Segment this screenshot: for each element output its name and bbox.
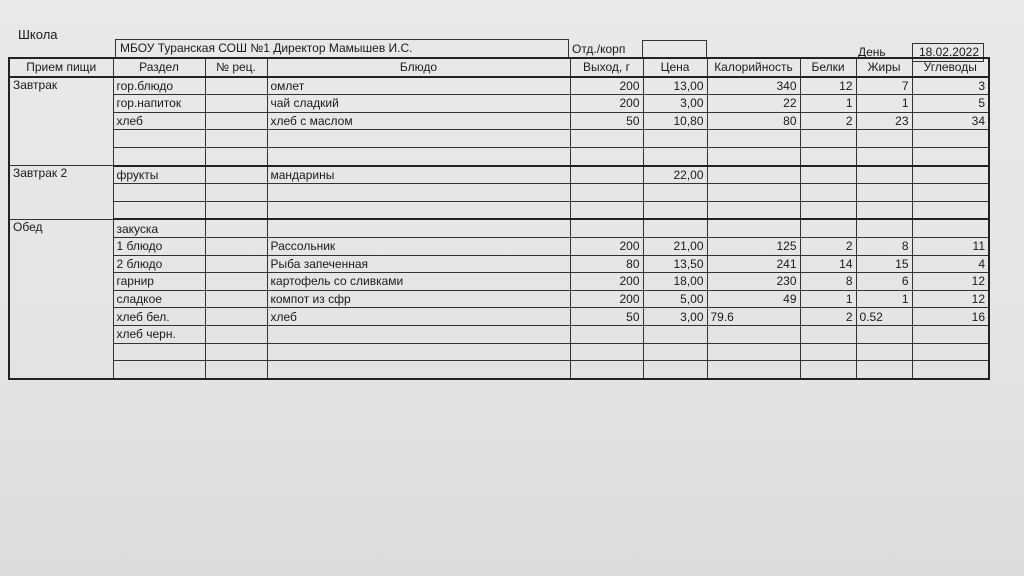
yield-cell [570, 361, 643, 379]
carbs-cell [912, 184, 989, 202]
yield-cell: 200 [570, 273, 643, 291]
dish-cell: картофель со сливками [267, 273, 570, 291]
yield-cell [570, 166, 643, 184]
table-row [9, 77, 989, 95]
calories-cell: 230 [707, 273, 800, 291]
yield-cell: 50 [570, 112, 643, 130]
table-row [9, 130, 989, 148]
table-row [9, 361, 989, 379]
yield-cell [570, 130, 643, 148]
table-row [9, 308, 989, 326]
recipe-cell [205, 184, 267, 202]
table-row [9, 237, 989, 255]
recipe-cell [205, 237, 267, 255]
section-cell [113, 130, 205, 148]
fat-cell: 1 [856, 290, 912, 308]
calories-cell [707, 201, 800, 219]
carbs-cell [912, 361, 989, 379]
recipe-cell [205, 273, 267, 291]
menu-table [8, 57, 990, 380]
dish-cell [267, 343, 570, 361]
recipe-cell [205, 147, 267, 165]
calories-cell [707, 219, 800, 237]
table-row [9, 184, 989, 202]
section-cell: сладкое [113, 290, 205, 308]
recipe-cell [205, 201, 267, 219]
table-row [9, 290, 989, 308]
table-row [9, 147, 989, 165]
table-row [9, 273, 989, 291]
price-cell: 10,80 [643, 112, 707, 130]
carbs-cell: 3 [912, 77, 989, 95]
calories-cell [707, 325, 800, 343]
table-row [9, 343, 989, 361]
dish-cell: чай сладкий [267, 95, 570, 113]
table-row [9, 219, 989, 237]
table-row [9, 201, 989, 219]
fat-cell: 0.52 [856, 308, 912, 326]
dish-cell [267, 361, 570, 379]
carbs-cell: 12 [912, 290, 989, 308]
carbs-cell [912, 343, 989, 361]
fat-cell [856, 361, 912, 379]
yield-cell [570, 147, 643, 165]
fat-cell [856, 343, 912, 361]
carbs-cell: 5 [912, 95, 989, 113]
recipe-cell [205, 77, 267, 95]
price-cell [643, 361, 707, 379]
protein-cell: 2 [800, 112, 856, 130]
price-cell: 3,00 [643, 308, 707, 326]
fat-cell [856, 166, 912, 184]
day-label: День [858, 45, 886, 59]
price-cell: 13,50 [643, 255, 707, 273]
recipe-cell [205, 166, 267, 184]
protein-cell: 12 [800, 77, 856, 95]
school-field: МБОУ Туранская СОШ №1 Директор Мамышев И.С. [115, 39, 569, 58]
price-cell [643, 184, 707, 202]
carbs-cell [912, 130, 989, 148]
section-cell [113, 184, 205, 202]
section-cell [113, 147, 205, 165]
calories-cell [707, 130, 800, 148]
dish-cell: хлеб [267, 308, 570, 326]
yield-cell: 200 [570, 237, 643, 255]
section-cell [113, 361, 205, 379]
price-cell [643, 219, 707, 237]
section-cell: хлеб черн. [113, 325, 205, 343]
yield-cell: 50 [570, 308, 643, 326]
price-cell [643, 147, 707, 165]
table-row [9, 112, 989, 130]
protein-cell [800, 219, 856, 237]
section-cell: хлеб [113, 112, 205, 130]
col-price: Цена [643, 58, 707, 77]
dish-cell [267, 184, 570, 202]
meal-cell: Завтрак 2 [9, 166, 113, 220]
calories-cell: 49 [707, 290, 800, 308]
calories-cell: 22 [707, 95, 800, 113]
fat-cell [856, 219, 912, 237]
yield-cell: 200 [570, 77, 643, 95]
recipe-cell [205, 95, 267, 113]
section-cell: 1 блюдо [113, 237, 205, 255]
price-cell [643, 343, 707, 361]
col-dish: Блюдо [267, 58, 570, 77]
protein-cell [800, 201, 856, 219]
protein-cell: 2 [800, 308, 856, 326]
recipe-cell [205, 112, 267, 130]
recipe-cell [205, 219, 267, 237]
carbs-cell: 34 [912, 112, 989, 130]
price-cell: 3,00 [643, 95, 707, 113]
section-cell: хлеб бел. [113, 308, 205, 326]
calories-cell: 241 [707, 255, 800, 273]
carbs-cell [912, 147, 989, 165]
carbs-cell: 11 [912, 237, 989, 255]
meal-cell: Завтрак [9, 77, 113, 166]
recipe-cell [205, 290, 267, 308]
recipe-cell [205, 325, 267, 343]
section-cell: гарнир [113, 273, 205, 291]
dish-cell: Рыба запеченная [267, 255, 570, 273]
carbs-cell: 12 [912, 273, 989, 291]
yield-cell: 200 [570, 95, 643, 113]
recipe-cell [205, 361, 267, 379]
price-cell [643, 325, 707, 343]
section-cell: гор.напиток [113, 95, 205, 113]
price-cell: 21,00 [643, 237, 707, 255]
section-cell: фрукты [113, 166, 205, 184]
section-cell: гор.блюдо [113, 77, 205, 95]
price-cell [643, 201, 707, 219]
section-cell [113, 201, 205, 219]
yield-cell: 200 [570, 290, 643, 308]
dish-cell [267, 325, 570, 343]
col-meal: Прием пищи [9, 58, 113, 77]
price-cell: 13,00 [643, 77, 707, 95]
table-row [9, 95, 989, 113]
yield-cell [570, 343, 643, 361]
calories-cell [707, 166, 800, 184]
dish-cell: хлеб с маслом [267, 112, 570, 130]
protein-cell [800, 184, 856, 202]
recipe-cell [205, 130, 267, 148]
dish-cell [267, 201, 570, 219]
table-row [9, 166, 989, 184]
yield-cell: 80 [570, 255, 643, 273]
protein-cell [800, 166, 856, 184]
carbs-cell [912, 219, 989, 237]
fat-cell [856, 147, 912, 165]
dish-cell [267, 130, 570, 148]
fat-cell: 15 [856, 255, 912, 273]
carbs-cell [912, 325, 989, 343]
fat-cell: 8 [856, 237, 912, 255]
calories-cell [707, 184, 800, 202]
dish-cell: мандарины [267, 166, 570, 184]
fat-cell [856, 184, 912, 202]
fat-cell: 23 [856, 112, 912, 130]
recipe-cell [205, 343, 267, 361]
carbs-cell: 4 [912, 255, 989, 273]
col-fat: Жиры [856, 58, 912, 77]
price-cell: 18,00 [643, 273, 707, 291]
yield-cell [570, 184, 643, 202]
dept-label: Отд./корп [572, 42, 626, 56]
col-recipe: № рец. [205, 58, 267, 77]
table-row [9, 325, 989, 343]
protein-cell [800, 147, 856, 165]
fat-cell [856, 201, 912, 219]
table-row [9, 255, 989, 273]
dish-cell: омлет [267, 77, 570, 95]
protein-cell [800, 361, 856, 379]
fat-cell [856, 130, 912, 148]
calories-cell: 340 [707, 77, 800, 95]
table-header-row [9, 58, 989, 77]
protein-cell [800, 343, 856, 361]
calories-cell [707, 361, 800, 379]
school-label: Школа [18, 27, 58, 42]
calories-cell: 80 [707, 112, 800, 130]
protein-cell: 14 [800, 255, 856, 273]
calories-cell [707, 147, 800, 165]
carbs-cell [912, 166, 989, 184]
col-section: Раздел [113, 58, 205, 77]
fat-cell: 1 [856, 95, 912, 113]
section-cell: закуска [113, 219, 205, 237]
recipe-cell [205, 255, 267, 273]
col-carbs: Углеводы [912, 58, 989, 77]
calories-cell: 125 [707, 237, 800, 255]
protein-cell: 1 [800, 95, 856, 113]
day-field: 18.02.2022 [912, 43, 984, 62]
protein-cell [800, 130, 856, 148]
col-calories: Калорийность [707, 58, 800, 77]
yield-cell [570, 201, 643, 219]
col-yield: Выход, г [570, 58, 643, 77]
meal-cell: Обед [9, 219, 113, 378]
dish-cell [267, 219, 570, 237]
carbs-cell [912, 201, 989, 219]
fat-cell [856, 325, 912, 343]
protein-cell: 2 [800, 237, 856, 255]
calories-cell: 79.6 [707, 308, 800, 326]
protein-cell: 1 [800, 290, 856, 308]
section-cell: 2 блюдо [113, 255, 205, 273]
calories-cell [707, 343, 800, 361]
recipe-cell [205, 308, 267, 326]
fat-cell: 7 [856, 77, 912, 95]
carbs-cell: 16 [912, 308, 989, 326]
protein-cell: 8 [800, 273, 856, 291]
section-cell [113, 343, 205, 361]
price-cell: 22,00 [643, 166, 707, 184]
price-cell [643, 130, 707, 148]
col-protein: Белки [800, 58, 856, 77]
price-cell: 5,00 [643, 290, 707, 308]
fat-cell: 6 [856, 273, 912, 291]
protein-cell [800, 325, 856, 343]
yield-cell [570, 325, 643, 343]
dish-cell: Рассольник [267, 237, 570, 255]
dish-cell [267, 147, 570, 165]
dish-cell: компот из сфр [267, 290, 570, 308]
yield-cell [570, 219, 643, 237]
